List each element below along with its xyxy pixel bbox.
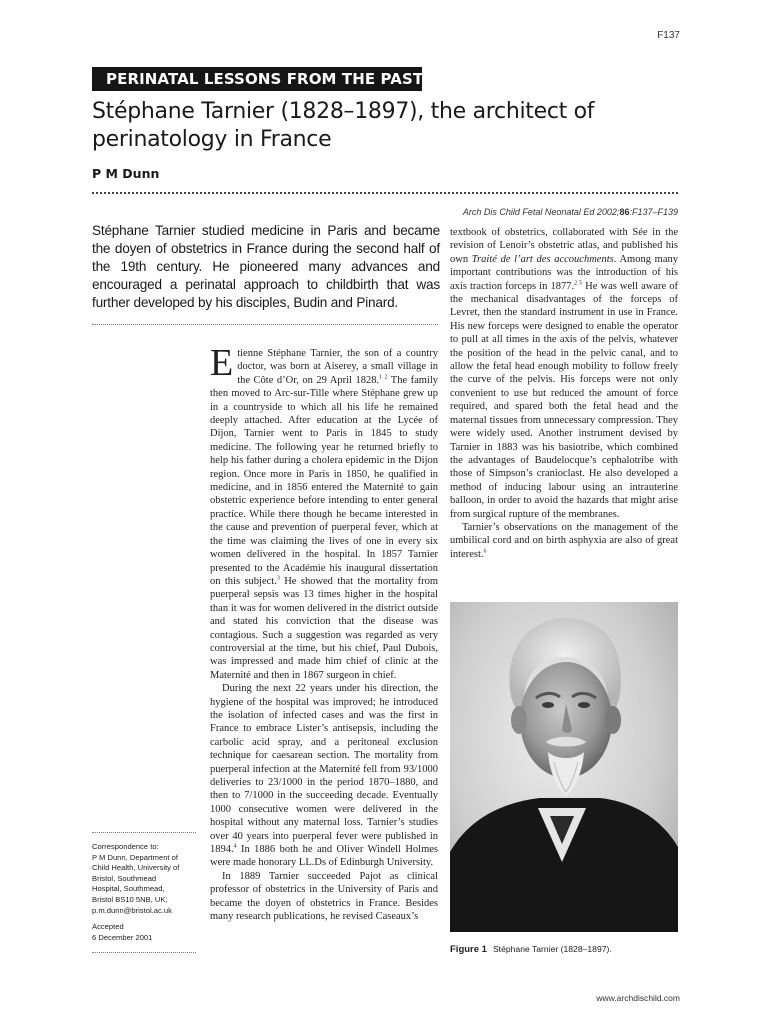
- correspondence-email[interactable]: p.m.dunn@bristol.ac.uk: [92, 905, 172, 915]
- correspondence-line: P M Dunn, Department of: [92, 852, 178, 862]
- correspondence-box: [92, 832, 202, 953]
- journal-citation: [463, 207, 678, 217]
- body-paragraph: textbook of obstetrics, collaborated with Sée in the revision of Lenoir’s obstetric atlas, and published his own Traité de l’art des accouchments. Among many important contributions was the introduction of his axis traction forceps in 1877.$^{2 5}$ He was well aware of the mechanical disadvantages of the forceps of Levret, then the standard instrument in use in France. His new forceps were designed to enable the operator to pull at all times in the axis of the pelvis, whatever the position of the head in the pelvic canal, and to allow the fetal head enough mobility to follow freely the curve of the pelvis. His forceps were not only convenient to use but reduced the amount of force required, and spared both the fetal head and the maternal tissues from unnecessary compression. They were widely used. Another instrument devised by Tarnier in 1883 was his basiotribe, which combined the advantages of Baudelocque’s cephalotribe with those of Simpson’s cranioclast. He also developed a method of inducing labour using an intrauterine balloon, in order to avoid the hazards that might arise from surgical rupture of the membranes.: [450, 227, 679, 520]
- reference-marker: 6: [483, 548, 487, 555]
- correspondence-divider: [92, 952, 196, 953]
- correspondence-line: Child Health, University of: [92, 863, 180, 873]
- book-title: Traité de l’art des accouchments: [471, 253, 614, 265]
- accepted-label: Accepted: [92, 922, 124, 932]
- article-title: Stéphane Tarnier (1828–1897), the architect of perinatology in France: [92, 99, 595, 152]
- body-paragraph: In 1889 Tarnier succeeded Pajot as clinical professor of obstetrics in the University of Paris and became the doyen of obstetrics in France. Besides many research publications, he revised Caseaux’s: [210, 870, 438, 923]
- journal-url[interactable]: www.archdischild.com: [596, 993, 680, 1003]
- citation-volume: 86: [619, 207, 630, 217]
- correspondence-line: Bristol BS10 5NB, UK;: [92, 894, 168, 904]
- correspondence-line: Bristol, Southmead: [92, 873, 157, 883]
- figure-caption: [450, 944, 612, 955]
- reference-marker: 3: [276, 575, 280, 582]
- reference-marker: 2 5: [574, 280, 583, 287]
- body-paragraph: During the next 22 years under his direction, the hygiene of the hospital was improved; he introduced the isolation of infected cases and was the first in France to embrace Lister’s antisepsis, including the carbolic acid spray, and a peritoneal exclusion technique for caesarean section. The mortality from puerperal infection at the Maternité fell from 93/1000 deliveries to 23/1000 in the period 1870–1880, and then to 7/1000 in the succeeding decade. Eventually 1000 consecutive women were delivered in the hospital without any maternal loss. Tarnier’s studies over 40 years into puerperal fever were published in 1894.$^4$ In 1886 both he and Oliver Windell Holmes were made honorary LL.Ds of Edinburgh University.: [210, 683, 438, 869]
- accepted-date: 6 December 2001: [92, 932, 153, 942]
- body-paragraph: Tarnier’s observations on the management of the umbilical cord and on birth asphyxia are also of great interest.$^6$: [450, 521, 678, 560]
- drop-cap: E: [210, 342, 234, 384]
- body-paragraph: Etienne Stéphane Tarnier, the son of a country doctor, was born at Aiserey, a small village in the Côte d’Or, on 29 April 1828.$^{1 2}$ The family then moved to Arc-sur-Tille where Stéphane grew up in a countryside to which all his life he remained deeply attached. After education at the Lycée of Dijon, Tarnier went to Paris in 1845 to study medicine. The following year he returned briefly to help his father during a cholera epidemic in the Dijon region. Once more in Paris in 1850, he qualified in medicine, and in 1856 entered the Maternité to gain obstetric experience before intending to enter general practice. While there though he became interested in the cause and prevention of puerperal fever, which at the time was claiming the lives of one in every six women delivered in the hospital. In 1857 Tarnier presented to the Académie his inaugural dissertation on this subject.$^3$ He showed that the mortality from puerperal sepsis was 13 times higher in the hospital than it was for women delivered in the district outside and stated his conviction that the disease was contagious. Such a suggestion was regarded as very controversial at the time, but his chief, Paul Dubois, was impressed and made him chief of clinic at the Maternité and then in 1867 surgeon in chief.: [210, 342, 439, 681]
- citation-pages: :F137–F139: [629, 207, 678, 217]
- abstract: Stéphane Tarnier studied medicine in Paris and became the doyen of obstetrics in France during the second half of the 19th century. He pioneered many advances and encouraged a perinatal approach to childbirth that was further developed by his disciples, Budin and Pinard.: [92, 223, 440, 310]
- correspondence-line: Hospital, Southmead,: [92, 884, 165, 894]
- abstract-divider: [92, 324, 438, 325]
- body-column-right: [450, 226, 678, 561]
- section-banner: PERINATAL LESSONS FROM THE PAST: [92, 67, 422, 91]
- page-number: F137: [657, 30, 680, 41]
- figure-label: Figure 1: [450, 944, 487, 955]
- citation-journal: Arch Dis Child Fetal Neonatal Ed: [462, 207, 595, 217]
- author-name: P M Dunn: [92, 166, 160, 181]
- citation-year: 2002;: [596, 207, 620, 217]
- portrait-illustration: [450, 602, 678, 932]
- reference-marker: 1 2: [379, 374, 388, 381]
- portrait-photo: [450, 602, 678, 932]
- correspondence-heading: Correspondence to:: [92, 842, 159, 851]
- body-column-middle: [210, 342, 439, 923]
- reference-marker: 4: [233, 843, 237, 850]
- title-divider: [92, 192, 678, 194]
- correspondence-divider: [92, 832, 196, 833]
- figure-caption-text: Stéphane Tarnier (1828–1897).: [492, 944, 612, 954]
